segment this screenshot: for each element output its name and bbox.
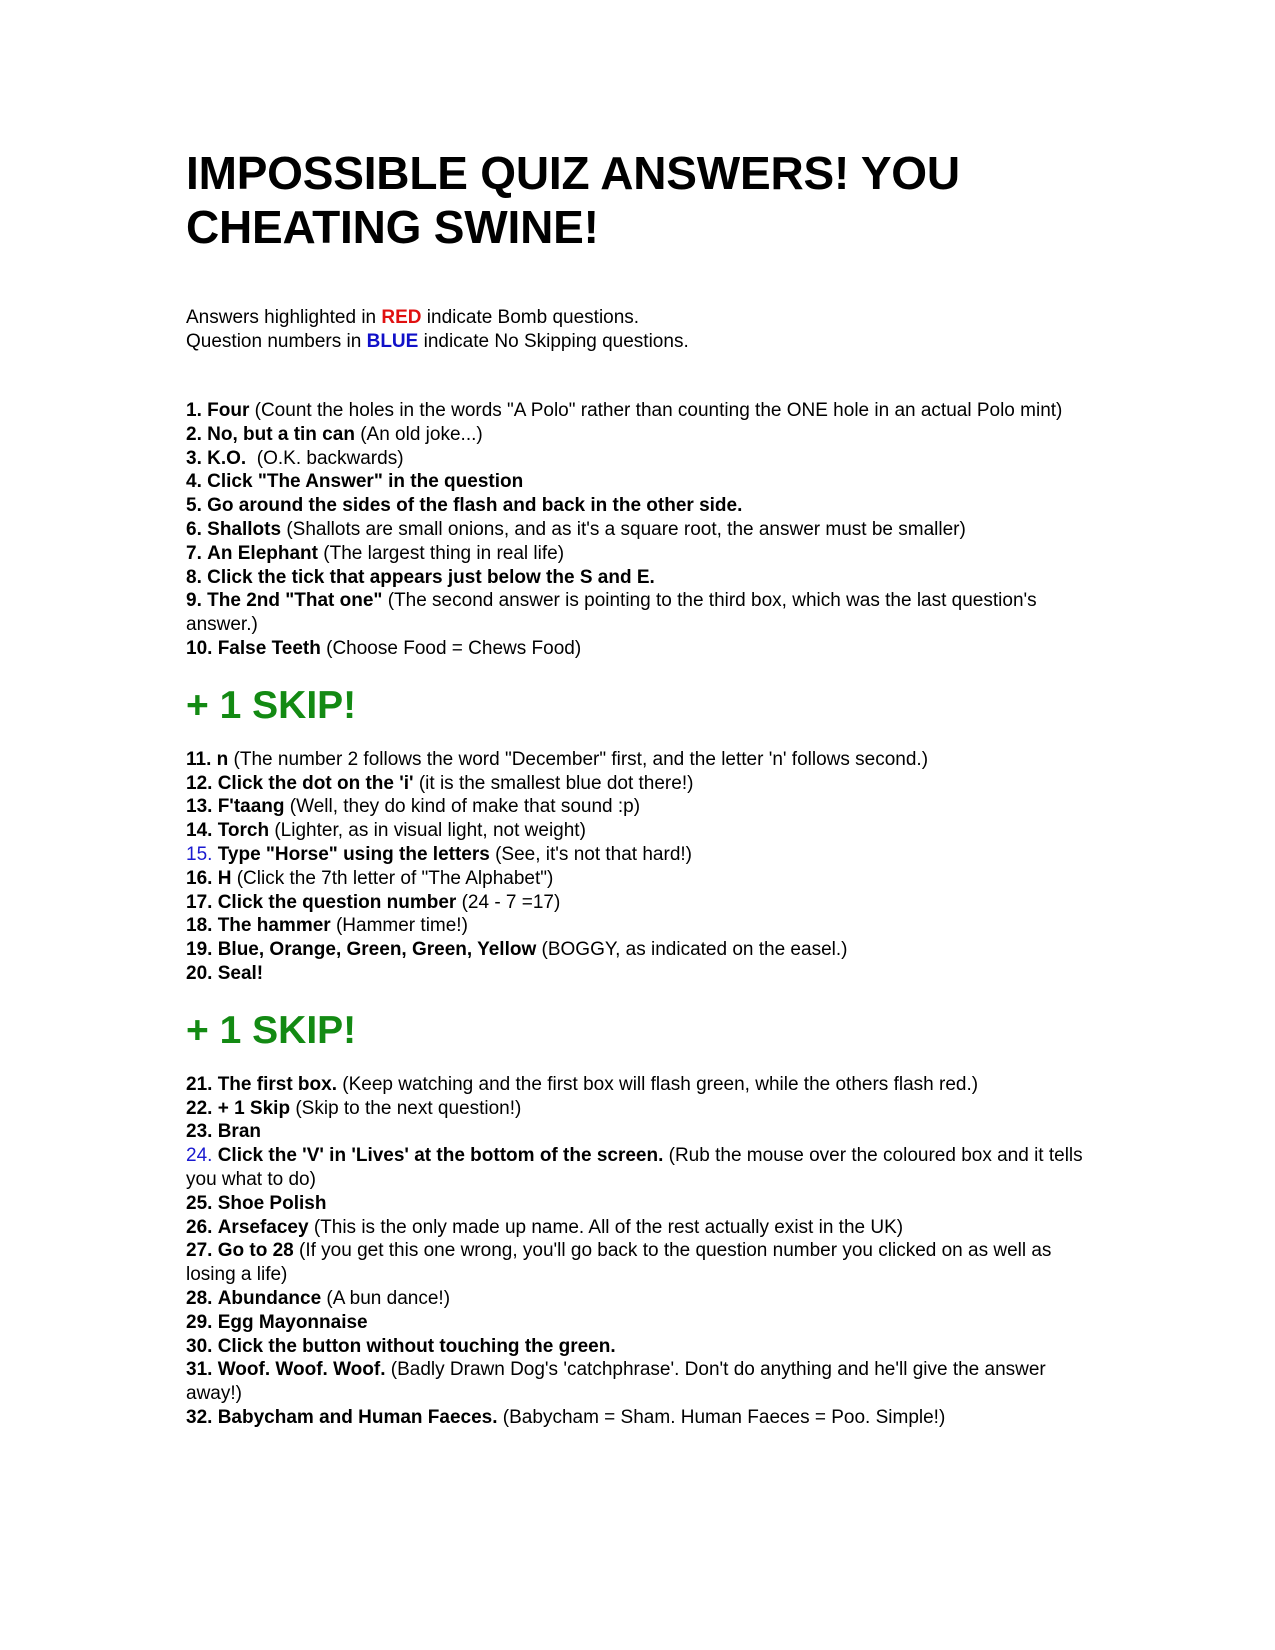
question-number: 10. [186, 637, 213, 659]
question-number: 2. [186, 423, 202, 445]
list-item [186, 637, 1086, 661]
answer-note: (Count the holes in the words "A Polo" rather than counting the ONE hole in an actual Polo mint) [249, 400, 1063, 421]
legend-line-red: Answers highlighted in RED indicate Bomb questions. [186, 307, 640, 328]
answer-note: (it is the smallest blue dot there!) [413, 772, 694, 794]
answer-note: (This is the only made up name. All of the rest actually exist in the UK) [308, 1216, 904, 1238]
answer-note: (An old joke...) [354, 423, 483, 445]
answer-note: (Click the 7th letter of "The Alphabet") [231, 867, 554, 889]
answer-text: Shoe Polish [217, 1192, 327, 1214]
answer-note: (See, it's not that hard!) [489, 843, 692, 865]
answer-text: F'taang [217, 796, 285, 818]
list-item [186, 494, 1086, 518]
list-item [186, 1287, 1086, 1311]
answer-text: False Teeth [217, 637, 321, 659]
list-item [186, 1144, 1086, 1192]
question-number: 14. [186, 820, 213, 842]
list-item [186, 891, 1086, 915]
answer-text: + 1 Skip [217, 1097, 291, 1119]
question-number: 13. [186, 796, 213, 818]
list-item [186, 470, 1086, 494]
answer-text: Babycham and Human Faeces. [217, 1406, 498, 1428]
answer-text: Blue, Orange, Green, Green, Yellow [217, 939, 537, 961]
list-item [186, 962, 1086, 986]
question-number: 17. [186, 891, 213, 913]
answer-note: (24 - 7 =17) [456, 891, 561, 913]
legend-line-blue: Question numbers in BLUE indicate No Skipping questions. [186, 331, 689, 352]
list-item [186, 1216, 1086, 1240]
answer-text: Click the dot on the 'i' [217, 772, 414, 794]
answer-text: Egg Mayonnaise [217, 1311, 368, 1333]
answer-note: (Rub the mouse over the coloured box and it tells you what to do) [186, 1145, 1083, 1190]
question-number: 8. [186, 566, 202, 588]
list-item [186, 914, 1086, 938]
list-item [186, 1120, 1086, 1144]
list-item [186, 1358, 1086, 1406]
question-number: 18. [186, 915, 213, 937]
answer-text: n [216, 748, 229, 770]
list-item [186, 1335, 1086, 1359]
list-item [186, 867, 1086, 891]
document-content [186, 146, 1086, 1430]
answer-text: Click the button without touching the green. [217, 1335, 616, 1357]
question-number: 16. [186, 867, 213, 889]
question-number: 29. [186, 1311, 213, 1333]
question-number: 6. [186, 518, 202, 540]
answer-note: (Skip to the next question!) [290, 1097, 522, 1119]
question-number: 23. [186, 1121, 213, 1143]
answer-note: (The largest thing in real life) [317, 542, 565, 564]
answer-text: The 2nd "That one" [207, 590, 383, 612]
answer-note: (Keep watching and the first box will flash green, while the others flash red.) [337, 1073, 979, 1095]
answer-text: Go to 28 [217, 1240, 294, 1262]
answer-text: Four [207, 400, 250, 421]
answer-text: Click the question number [217, 891, 457, 913]
question-number: 1. [186, 400, 202, 421]
answer-text: Click the 'V' in 'Lives' at the bottom of the screen. [217, 1145, 664, 1167]
list-item [186, 1073, 1086, 1097]
legend-blue-key: BLUE [366, 331, 419, 352]
answer-text: Go around the sides of the flash and back in the other side. [207, 495, 743, 517]
question-number: 26. [186, 1216, 213, 1238]
question-number: 20. [186, 962, 213, 984]
answer-note: (BOGGY, as indicated on the easel.) [536, 939, 848, 961]
no-skip-question-number: 24. [186, 1145, 213, 1167]
answer-text: Bran [217, 1121, 261, 1143]
no-skip-question-number: 15. [186, 843, 213, 865]
list-item [186, 542, 1086, 566]
list-item [186, 1406, 1086, 1430]
answer-text: No, but a tin can [207, 423, 355, 445]
list-item [186, 1097, 1086, 1121]
question-number: 4. [186, 471, 202, 493]
question-number: 9. [186, 590, 202, 612]
question-number: 28. [186, 1287, 213, 1309]
list-item [186, 819, 1086, 843]
answer-text: Abundance [217, 1287, 322, 1309]
answer-text: Shallots [207, 518, 282, 540]
list-item [186, 748, 1086, 772]
list-item [186, 399, 1086, 423]
answer-text: The first box. [217, 1073, 337, 1095]
answer-text: H [217, 867, 232, 889]
list-item [186, 1192, 1086, 1216]
question-number: 5. [186, 495, 202, 517]
answer-note: (If you get this one wrong, you'll go back to the question number you clicked on as well as losing a life) [186, 1240, 1052, 1286]
answer-text: Type "Horse" using the letters [217, 843, 490, 865]
list-item [186, 518, 1086, 542]
skip-heading-2: + 1 SKIP! [186, 1008, 357, 1052]
question-number: 22. [186, 1097, 213, 1119]
answer-note: (A bun dance!) [321, 1287, 451, 1309]
question-number: 32. [186, 1406, 213, 1428]
question-number: 30. [186, 1335, 213, 1357]
answer-note: (Well, they do kind of make that sound :p) [284, 796, 641, 818]
answer-note: (The second answer is pointing to the third box, which was the last question's answer.) [186, 590, 1037, 636]
question-number: 19. [186, 939, 213, 961]
answer-note: (Lighter, as in visual light, not weight) [269, 820, 586, 842]
skip-heading-1: + 1 SKIP! [186, 683, 357, 727]
title-line-2: CHEATING SWINE! [186, 201, 599, 253]
list-item [186, 566, 1086, 590]
legend-red-key: RED [381, 307, 422, 328]
question-number: 31. [186, 1359, 213, 1381]
question-number: 7. [186, 542, 202, 564]
list-item [186, 423, 1086, 447]
question-number: 25. [186, 1192, 213, 1214]
question-number: 11. [186, 748, 212, 770]
answer-text: Woof. Woof. Woof. [217, 1359, 386, 1381]
answer-text: K.O. [207, 447, 247, 469]
answer-text: Seal! [217, 962, 264, 984]
question-number: 27. [186, 1240, 213, 1262]
answer-note: (Babycham = Sham. Human Faeces = Poo. Simple!) [497, 1406, 946, 1428]
answer-note: (The number 2 follows the word "December" first, and the letter 'n' follows second.) [228, 748, 929, 770]
list-item [186, 795, 1086, 819]
page-title [186, 146, 1086, 254]
title-line-1: IMPOSSIBLE QUIZ ANSWERS! YOU [186, 147, 960, 199]
answer-note: (Badly Drawn Dog's 'catchphrase'. Don't do anything and he'll give the answer away!) [186, 1359, 1046, 1405]
answer-text: Click the tick that appears just below the S and E. [207, 566, 655, 588]
answer-list-21-32 [186, 1073, 1086, 1430]
answer-text: An Elephant [207, 542, 318, 564]
color-legend [186, 306, 1086, 354]
list-item [186, 772, 1086, 796]
answer-note: (Hammer time!) [330, 915, 468, 937]
answer-list-11-20 [186, 748, 1086, 986]
list-item [186, 843, 1086, 867]
list-item [186, 447, 1086, 471]
answer-text: The hammer [217, 915, 331, 937]
answer-text: Arsefacey [217, 1216, 309, 1238]
list-item [186, 938, 1086, 962]
answer-text: Torch [217, 820, 270, 842]
list-item [186, 589, 1086, 637]
answer-note: (Shallots are small onions, and as it's a square root, the answer must be smaller) [281, 518, 966, 540]
answer-text: Click "The Answer" in the question [207, 471, 524, 493]
question-number: 12. [186, 772, 213, 794]
answer-note: (O.K. backwards) [246, 447, 404, 469]
list-item [186, 1311, 1086, 1335]
answer-list-1-10 [186, 399, 1086, 661]
answer-note: (Choose Food = Chews Food) [320, 637, 582, 659]
question-number: 3. [186, 447, 202, 469]
list-item [186, 1239, 1086, 1287]
question-number: 21. [186, 1073, 213, 1095]
